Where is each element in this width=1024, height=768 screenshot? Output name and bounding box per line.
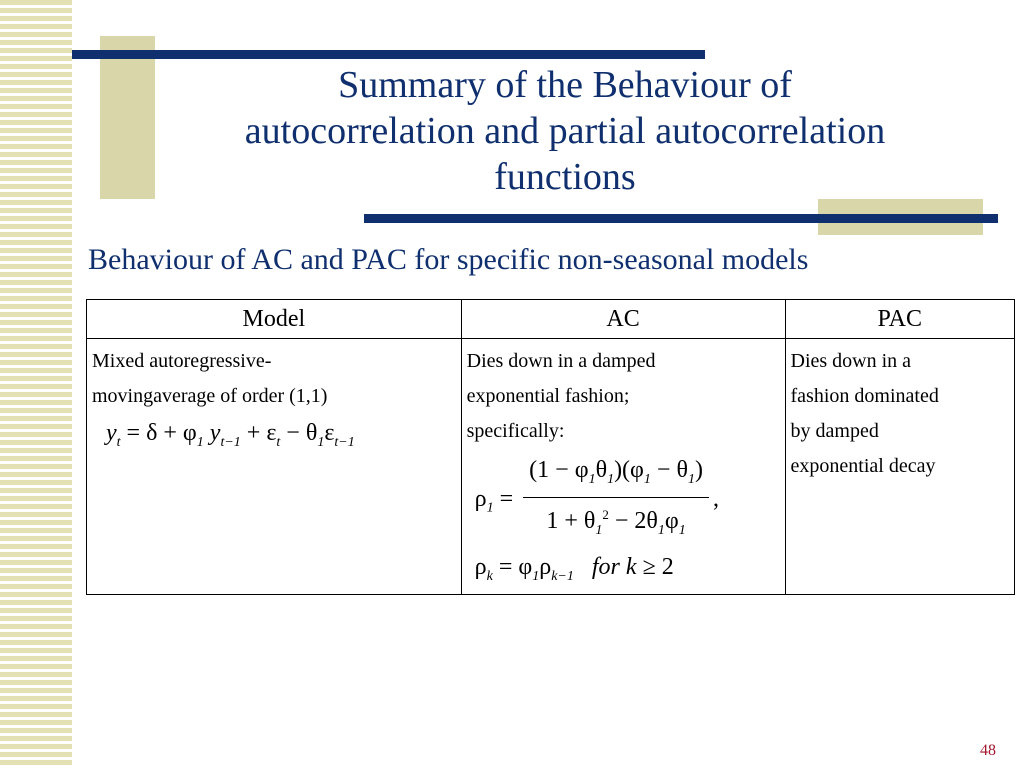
title-line-3: functions <box>494 156 636 198</box>
header-model: Model <box>87 300 462 339</box>
pac-text-line-4: exponential decay <box>790 455 936 477</box>
header-ac: AC <box>461 300 785 339</box>
pac-text-line-2: fashion dominated <box>790 385 939 407</box>
left-stripe-decoration <box>0 0 72 768</box>
cell-ac <box>461 339 785 595</box>
ac-text-line-2: exponential fashion; <box>466 385 630 407</box>
slide-title <box>160 62 970 200</box>
ac-text-line-3: specifically: <box>466 420 565 442</box>
title-line-2: autocorrelation and partial autocorrelation <box>244 110 886 152</box>
model-text-line-1: Mixed autoregressive- <box>92 350 272 372</box>
rho1-equation: $\rho_1$ = $\frac{(1 - \varphi_1\theta_1)(\varphi_1 - \theta_1)}{1 + \theta_1^2 - 2\theta_1\varphi_1}$ , <box>475 455 779 546</box>
model-text-line-2: movingaverage of order (1,1) <box>92 385 328 407</box>
for-k-text: for k <box>591 553 637 580</box>
navy-rule-top <box>72 50 705 59</box>
header-pac: PAC <box>785 300 1014 339</box>
page-number: 48 <box>980 742 996 759</box>
table-row <box>87 339 1015 595</box>
title-line-1: Summary of the Behaviour of <box>338 64 792 106</box>
pac-text-line-3: by damped <box>790 420 879 442</box>
tan-accent-block-top <box>100 36 155 199</box>
ac-text-line-1: Dies down in a damped <box>466 350 656 372</box>
ac-pac-table <box>86 299 1015 595</box>
rho1-fraction: $\frac{(1 - \varphi_1\theta_1)(\varphi_1 - \theta_1)}{1 + \theta_1^2 - 2\theta_1\varphi_1}$ <box>523 455 709 546</box>
cell-model <box>87 339 462 595</box>
ge-two-text: ≥ 2 <box>642 553 674 580</box>
pac-text-line-1: Dies down in a <box>790 350 912 372</box>
navy-rule-bottom <box>364 214 998 223</box>
slide-subtitle: Behaviour of AC and PAC for specific non-seasonal models <box>88 243 809 276</box>
cell-pac <box>785 339 1014 595</box>
table-header-row <box>87 300 1015 339</box>
rhok-equation: $\rho_k = \varphi_1\rho_{k-1}$ for k ≥ 2 <box>474 553 674 584</box>
arma-equation: $y_t = \delta + \varphi_1$ $y_{t-1} + \varepsilon_t - \theta_1\varepsilon_{t-1}$ <box>106 420 355 450</box>
